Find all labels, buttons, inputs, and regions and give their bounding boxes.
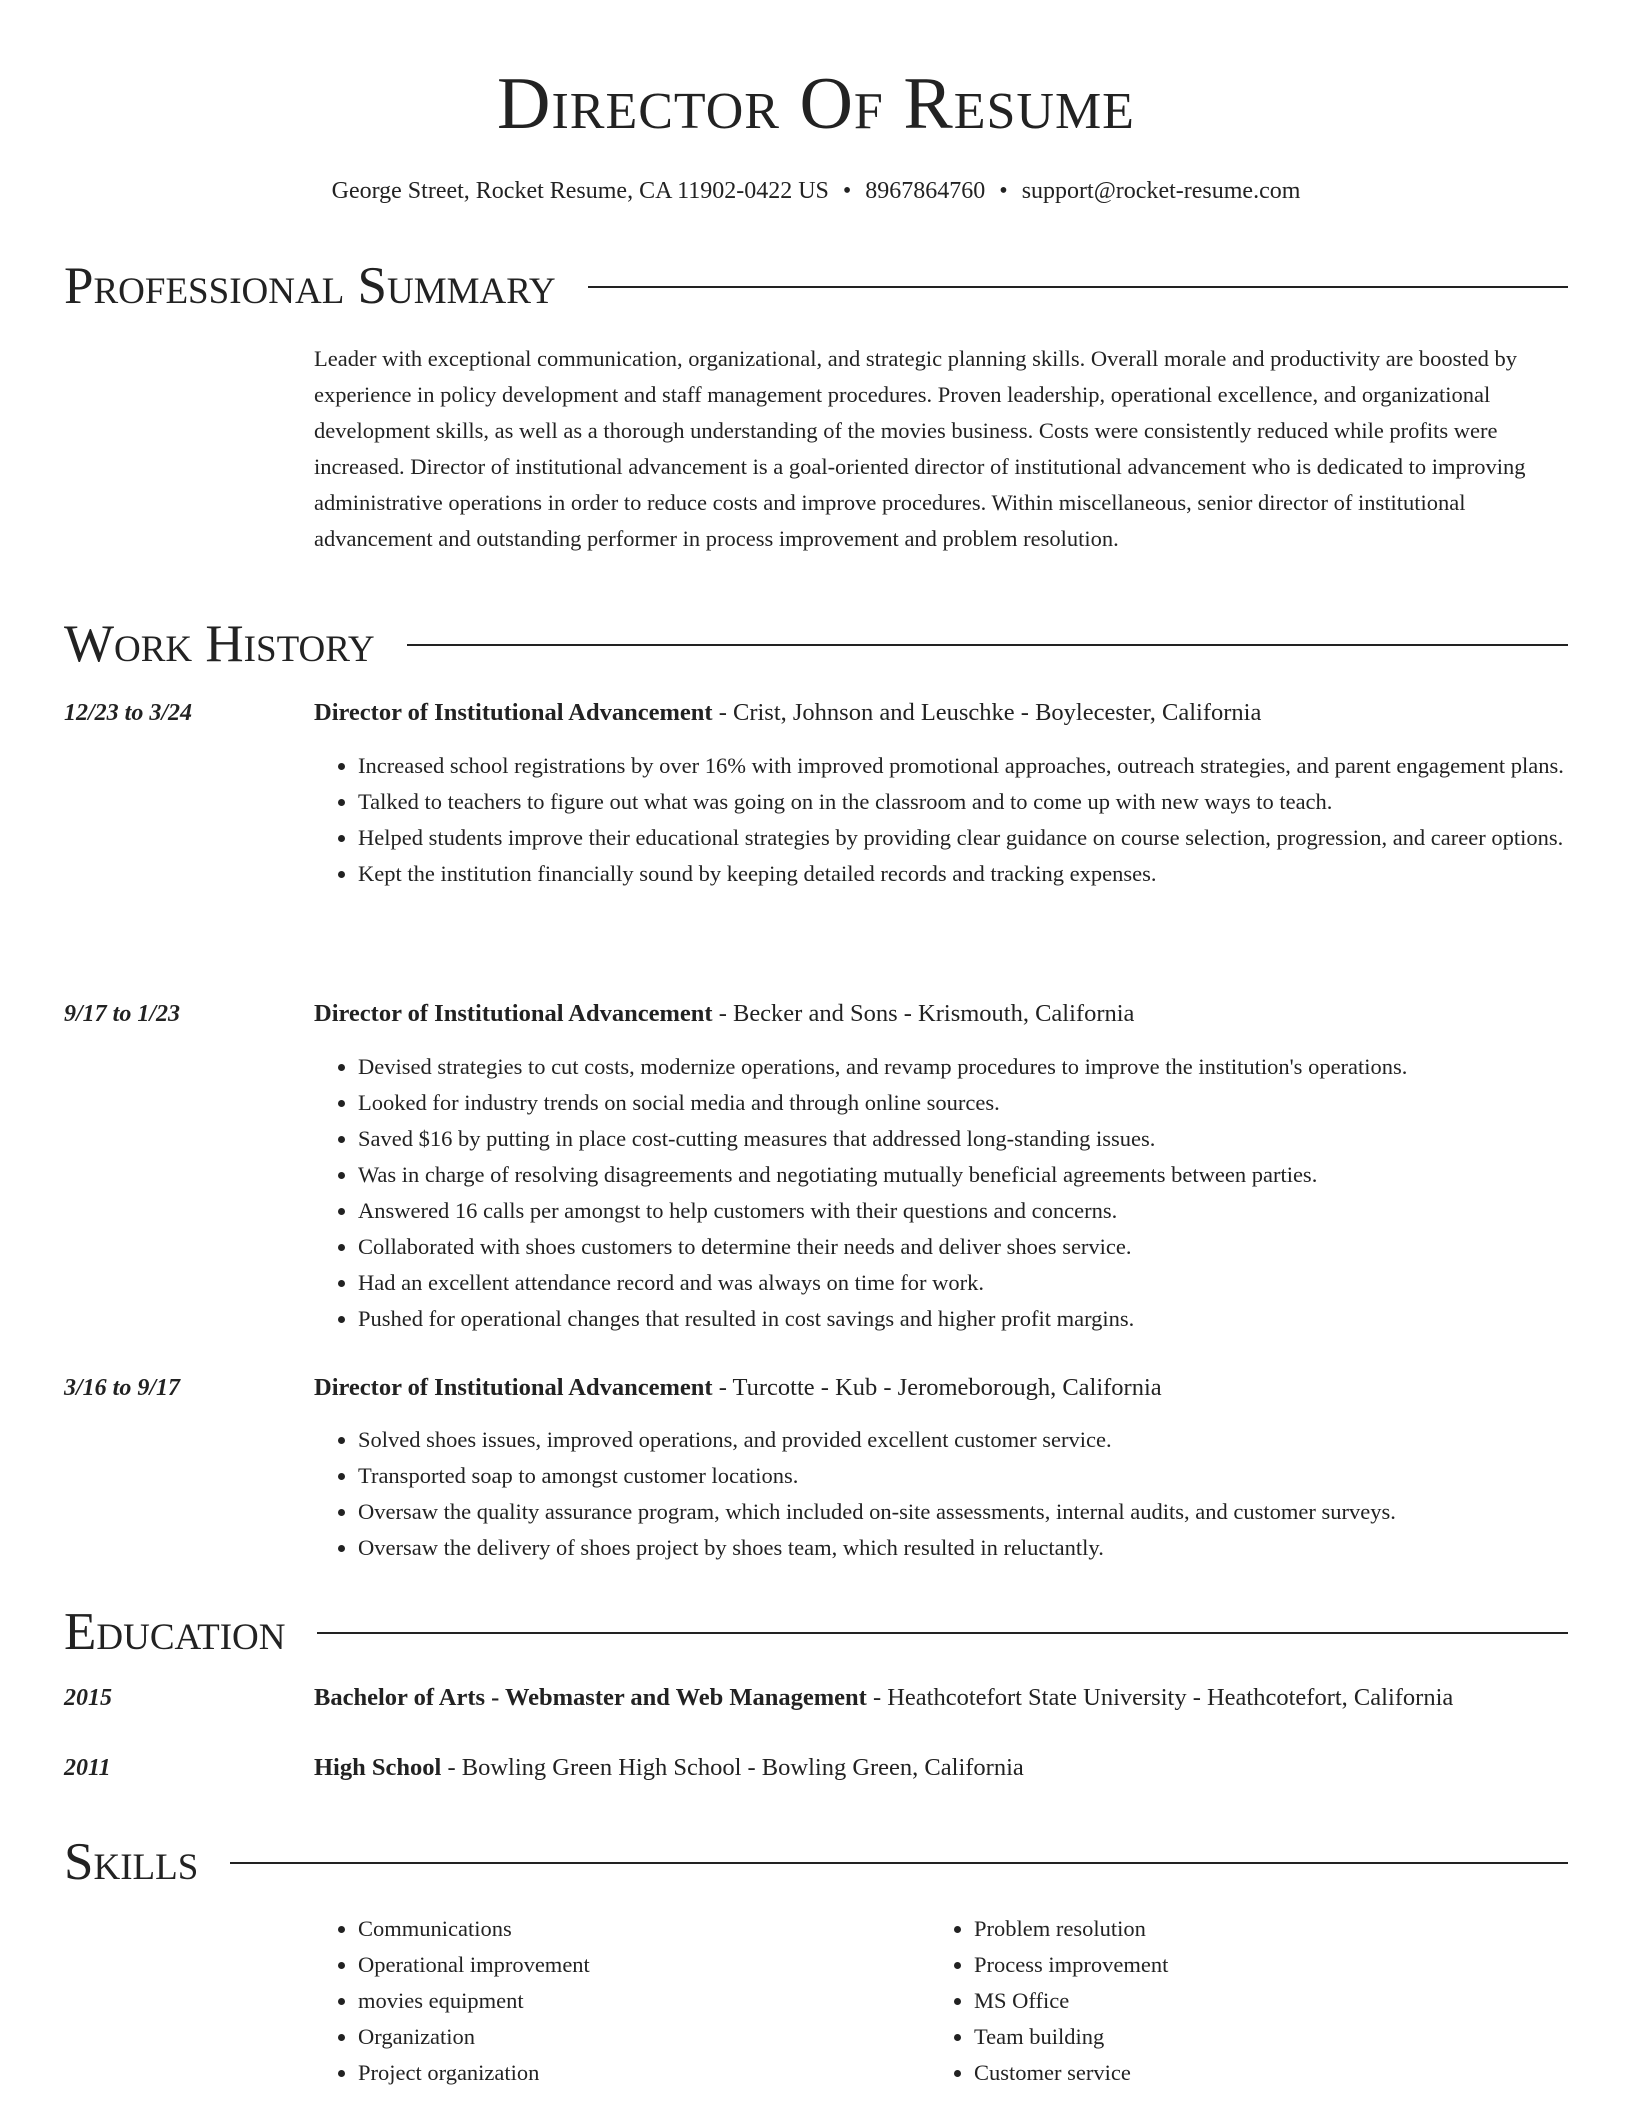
education-degree: High School — [314, 1754, 442, 1781]
job-title: Director of Institutional Advancement — [314, 1000, 713, 1027]
contact-address: George Street, Rocket Resume, CA 11902-0422 US — [331, 178, 829, 204]
job-dates: 3/16 to 9/17 — [64, 1375, 181, 1401]
job-employer: - Turcotte - Kub - Jeromeborough, California — [712, 1374, 1162, 1401]
section-rule — [407, 644, 1568, 646]
job-dates: 9/17 to 1/23 — [64, 1001, 181, 1027]
contact-phone: 8967864760 — [865, 178, 986, 204]
skill-item: • Operational improvement — [358, 1947, 918, 1983]
skill-item: • Process improvement — [974, 1947, 1534, 1983]
job-heading — [314, 697, 1574, 729]
section-rule — [588, 286, 1568, 288]
education-year: 2015 — [64, 1685, 112, 1711]
job-bullet: • Answered 16 calls per amongst to help customers with their questions and concerns. — [358, 1193, 1568, 1229]
job-employer: - Crist, Johnson and Leuschke - Boylecester, California — [712, 699, 1262, 726]
skill-item: • MS Office — [974, 1983, 1534, 2019]
education-school: - Heathcotefort State University - Heathcotefort, California — [866, 1684, 1454, 1711]
job-heading — [314, 1372, 1574, 1404]
skill-item: • movies equipment — [358, 1983, 918, 2019]
job-bullet: • Oversaw the delivery of shoes project by shoes team, which resulted in reluctantly. — [358, 1530, 1568, 1566]
section-education-heading — [64, 1602, 1568, 1662]
job-employer: - Becker and Sons - Krismouth, California — [712, 1000, 1135, 1027]
contact-email[interactable]: support@rocket-resume.com — [1021, 178, 1301, 204]
section-title: Skills — [64, 1833, 199, 1891]
job-bullet: • Talked to teachers to figure out what was going on in the classroom and to come up with new ways to teach. — [358, 784, 1568, 820]
job-bullet: • Solved shoes issues, improved operations, and provided excellent customer service. — [358, 1422, 1568, 1458]
education-heading — [314, 1752, 1574, 1784]
job-bullet: • Had an excellent attendance record and was always on time for work. — [358, 1265, 1568, 1301]
section-work-heading — [64, 614, 1568, 674]
section-title: Work History — [64, 615, 375, 673]
job-heading — [314, 998, 1574, 1030]
section-title: Education — [64, 1603, 286, 1661]
section-skills-heading — [64, 1832, 1568, 1892]
skill-item: • Problem resolution — [974, 1911, 1534, 1947]
education-year: 2011 — [64, 1755, 111, 1781]
job-bullets — [314, 1422, 1568, 1566]
section-title: Professional Summary — [64, 257, 556, 315]
job-bullet: • Helped students improve their educational strategies by providing clear guidance on course selection, progression, and career options. — [358, 820, 1568, 856]
skills-list-left — [314, 1911, 918, 2091]
skill-item: • Customer service — [974, 2055, 1534, 2091]
skill-item: • Organization — [358, 2019, 918, 2055]
job-bullet: • Was in charge of resolving disagreements and negotiating mutually beneficial agreements between parties. — [358, 1157, 1568, 1193]
job-bullet: • Collaborated with shoes customers to determine their needs and deliver shoes service. — [358, 1229, 1568, 1265]
job-bullet: • Transported soap to amongst customer locations. — [358, 1458, 1568, 1494]
contact-separator: • — [842, 178, 852, 204]
job-bullet: • Looked for industry trends on social media and through online sources. — [358, 1085, 1568, 1121]
job-bullet: • Oversaw the quality assurance program, which included on-site assessments, internal audits, and customer surveys. — [358, 1494, 1568, 1530]
job-title: Director of Institutional Advancement — [314, 699, 713, 726]
job-bullet: • Devised strategies to cut costs, modernize operations, and revamp procedures to improve the institution's operations. — [358, 1049, 1568, 1085]
job-bullet: • Kept the institution financially sound by keeping detailed records and tracking expenses. — [358, 856, 1568, 892]
job-bullets — [314, 748, 1568, 892]
resume-name: Director Of Resume — [497, 63, 1135, 145]
job-title: Director of Institutional Advancement — [314, 1374, 713, 1401]
education-degree: Bachelor of Arts - Webmaster and Web Management — [314, 1684, 867, 1711]
job-dates: 12/23 to 3/24 — [64, 700, 193, 726]
section-rule — [230, 1862, 1568, 1864]
job-bullet: • Saved $16 by putting in place cost-cutting measures that addressed long-standing issues. — [358, 1121, 1568, 1157]
summary-text: Leader with exceptional communication, organizational, and strategic planning skills. Overall morale and productivity are boosted by experience in policy development and staff management procedures. Proven leadership, operational excellence, and organizational development skills, as well as a thorough understanding of the movies business. Costs were consistently reduced while profits were increased. Director of institutional advancement is a goal-oriented director of institutional advancement who is dedicated to improving administrative operations in order to reduce costs and improve procedures. Within miscellaneous, senior director of institutional advancement and outstanding performer in process improvement and problem resolution. — [314, 346, 1526, 551]
skill-item: • Communications — [358, 1911, 918, 1947]
job-bullets — [314, 1049, 1568, 1337]
skills-list-right — [930, 1911, 1534, 2091]
skill-item: • Team building — [974, 2019, 1534, 2055]
contact-line — [0, 176, 1632, 206]
section-rule — [317, 1632, 1568, 1634]
section-summary-heading — [64, 256, 1568, 316]
contact-separator: • — [999, 178, 1008, 204]
job-bullet: • Increased school registrations by over 16% with improved promotional approaches, outreach strategies, and parent engagement plans. — [358, 748, 1568, 784]
skill-item: • Project organization — [358, 2055, 918, 2091]
education-school: - Bowling Green High School - Bowling Green, California — [441, 1754, 1024, 1781]
education-heading — [314, 1682, 1574, 1714]
job-bullet: • Pushed for operational changes that resulted in cost savings and higher profit margins. — [358, 1301, 1568, 1337]
